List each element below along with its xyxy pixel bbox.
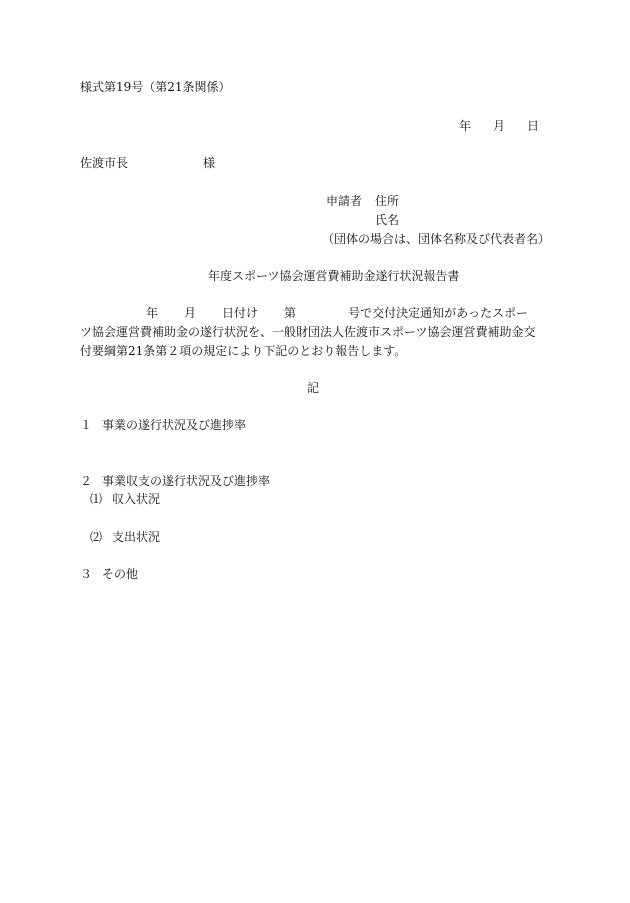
date-month: 月 <box>493 119 506 133</box>
subsection-number: ⑵ <box>90 530 103 544</box>
section-label: その他 <box>102 567 139 581</box>
section-1 <box>80 417 246 433</box>
applicant-address-label: 住所 <box>375 194 400 208</box>
section-label: 事業の遂行状況及び進捗率 <box>102 418 247 432</box>
applicant-group-note: （団体の場合は、団体名称及び代表者名） <box>322 232 551 246</box>
subsection-2 <box>90 529 160 545</box>
date-line <box>459 118 539 134</box>
applicant-name-label: 氏名 <box>375 213 400 227</box>
subsection-1 <box>90 491 160 507</box>
body-number-prefix: 第 <box>284 306 297 320</box>
addressee <box>80 155 215 171</box>
subsection-number: ⑴ <box>90 492 103 506</box>
subsection-label: 支出状況 <box>112 530 161 544</box>
section-2 <box>80 473 270 489</box>
section-number: ２ <box>80 474 93 488</box>
body-line-3: 付要綱第21条第２項の規定により下記のとおり報告します。 <box>80 344 407 358</box>
applicant-label: 申請者 <box>326 194 363 208</box>
body-number-suffix: 号で交付決定通知があったスポー <box>348 306 528 320</box>
ki-heading: 記 <box>307 381 320 395</box>
section-label: 事業収支の遂行状況及び進捗率 <box>102 474 271 488</box>
form-number: 様式第19号（第21条関係） <box>80 80 231 94</box>
body-month: 月 <box>184 306 197 320</box>
addressee-name: 佐渡市長 <box>80 156 129 170</box>
addressee-title: 様 <box>203 156 216 170</box>
subsection-label: 収入状況 <box>112 492 161 506</box>
body-line-1 <box>80 305 528 321</box>
date-day: 日 <box>527 119 540 133</box>
date-year: 年 <box>459 119 472 133</box>
section-number: ３ <box>80 567 93 581</box>
body-line-2: ツ協会運営費補助金の遂行状況を、一般財団法人佐渡市スポーツ協会運営費補助金交 <box>80 325 536 339</box>
body-day-dated: 日付け <box>222 306 259 320</box>
section-3 <box>80 566 138 582</box>
document-title: 年度スポーツ協会運営費補助金遂行状況報告書 <box>208 269 460 283</box>
section-number: １ <box>80 418 93 432</box>
body-year: 年 <box>146 306 159 320</box>
